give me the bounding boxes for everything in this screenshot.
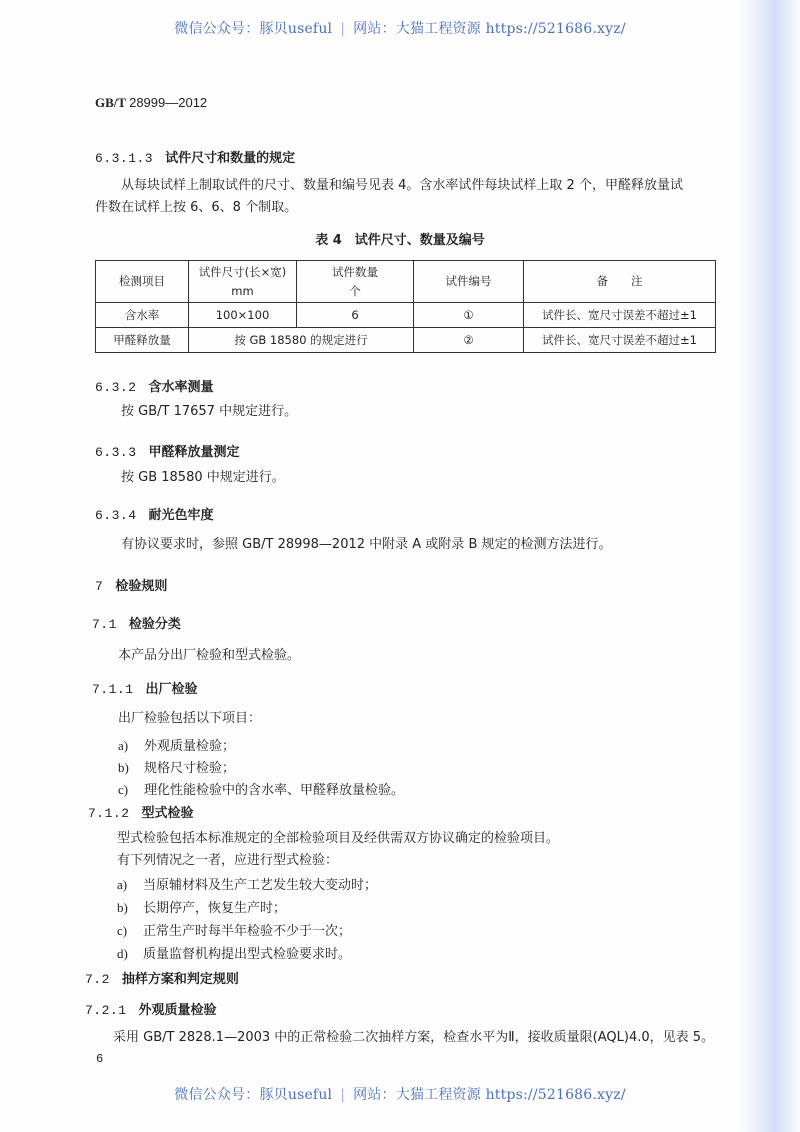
header-specimen-code: 试件编号 [414,261,524,303]
cell-note: 试件长、宽尺寸误差不超过±1 [524,303,716,328]
table-row [96,303,716,328]
paragraph-7-2-1: 采用 GB/T 2828.1—2003 中的正常检验二次抽样方案，检查水平为Ⅱ，接收质量限(AQL)4.0，见表 5。 [113,1030,715,1045]
standard-prefix: GB/T [95,95,126,110]
paragraph-7-1-2-line1: 型式检验包括本标准规定的全部检验项目及经供需双方协议确定的检验项目。 [117,831,560,846]
watermark-separator: | [340,1087,346,1103]
header-remarks: 备 注 [524,261,716,303]
section-number: 6.3.1.3 [95,151,154,166]
list-item: c) 正常生产时每半年检验不少于一次； [117,923,352,939]
heading-6-3-3 [95,441,240,460]
section-title: 型式检验 [141,806,194,821]
paragraph-6-3-3: 按 GB 18580 中规定进行。 [121,470,285,485]
paragraph-6-3-2: 按 GB/T 17657 中规定进行。 [121,404,298,419]
paragraph-6-3-1-3-line1: 从每块试样上制取试件的尺寸、数量和编号见表 4。含水率试件每块试样上取 2 个，甲醛释放量试 [121,178,683,193]
section-title: 检验规则 [115,579,168,594]
cell-count: 6 [297,303,414,328]
page-number: 6 [96,1052,104,1066]
cell-item: 含水率 [96,303,189,328]
section-number: 7.1 [92,617,117,632]
paragraph-7-1-1-intro: 出厂检验包括以下项目： [118,711,262,726]
section-number: 7.1.1 [92,682,134,697]
standard-number: 28999—2012 [129,95,208,110]
table-header-row [96,261,716,303]
list-item: d) 质量监督机构提出型式检验要求时。 [117,946,352,962]
table-4-caption: 表 4 试件尺寸、数量及编号 [315,233,485,248]
list-item: b) 长期停产，恢复生产时； [117,900,287,916]
section-number: 7.2 [85,972,110,987]
watermark-separator: | [340,21,346,37]
watermark-website: 网站：大猫工程资源 https://521686.xyz/ [353,1087,626,1103]
list-item: a) 外观质量检验； [118,738,236,754]
section-title: 检验分类 [128,617,181,632]
cell-code: ① [414,303,524,328]
list-item: c) 理化性能检验中的含水率、甲醛释放量检验。 [118,782,405,798]
table-row [96,328,716,353]
cell-code: ② [414,328,524,353]
paragraph-7-1: 本产品分出厂检验和型式检验。 [118,648,301,663]
header-specimen-size: 试件尺寸(长×宽) mm [189,261,297,303]
section-title: 耐光色牢度 [148,508,214,523]
paragraph-7-1-2-line2: 有下列情况之一者，应进行型式检验： [117,853,339,868]
watermark-website: 网站：大猫工程资源 https://521686.xyz/ [353,21,626,37]
section-number: 7.1.2 [88,806,130,821]
cell-size: 100×100 [189,303,297,328]
section-number: 7.2.1 [85,1003,127,1018]
header-test-item: 检测项目 [96,261,189,303]
list-item: a) 当原辅材料及生产工艺发生较大变动时； [117,877,378,893]
section-number: 6.3.2 [95,380,137,395]
cell-merged-method: 按 GB 18580 的规定进行 [189,328,414,353]
heading-6-3-2 [95,376,214,395]
heading-6-3-4 [95,504,214,523]
section-number: 6.3.3 [95,445,137,460]
section-title: 出厂检验 [145,682,198,697]
list-item: b) 规格尺寸检验； [118,760,236,776]
section-title: 试件尺寸和数量的规定 [165,151,296,166]
paragraph-6-3-4: 有协议要求时，参照 GB/T 28998—2012 中附录 A 或附录 B 规定的检测方法进行。 [121,537,612,552]
cell-note: 试件长、宽尺寸误差不超过±1 [524,328,716,353]
heading-7 [95,575,167,594]
watermark-wechat: 微信公众号：豚贝useful [174,21,333,37]
cell-item: 甲醛释放量 [96,328,189,353]
section-title: 含水率测量 [148,380,214,395]
scan-edge-shading [738,0,800,1132]
header-specimen-count: 试件数量 个 [297,261,414,303]
watermark-wechat: 微信公众号：豚贝useful [174,1087,333,1103]
standard-code [95,95,207,111]
section-number: 6.3.4 [95,508,137,523]
heading-7-1-2 [88,802,194,821]
heading-6-3-1-3 [95,147,295,166]
heading-7-2-1 [85,999,217,1018]
watermark-bottom [0,1084,800,1104]
section-title: 甲醛释放量测定 [148,445,240,460]
table-4 [95,260,716,353]
section-title: 外观质量检验 [138,1003,217,1018]
heading-7-1 [92,613,181,632]
heading-7-2 [85,968,239,987]
paragraph-6-3-1-3-line2: 件数在试样上按 6、6、8 个制取。 [95,200,298,215]
section-number: 7 [95,579,104,594]
watermark-top [0,18,800,38]
heading-7-1-1 [92,678,198,697]
section-title: 抽样方案和判定规则 [121,972,239,987]
